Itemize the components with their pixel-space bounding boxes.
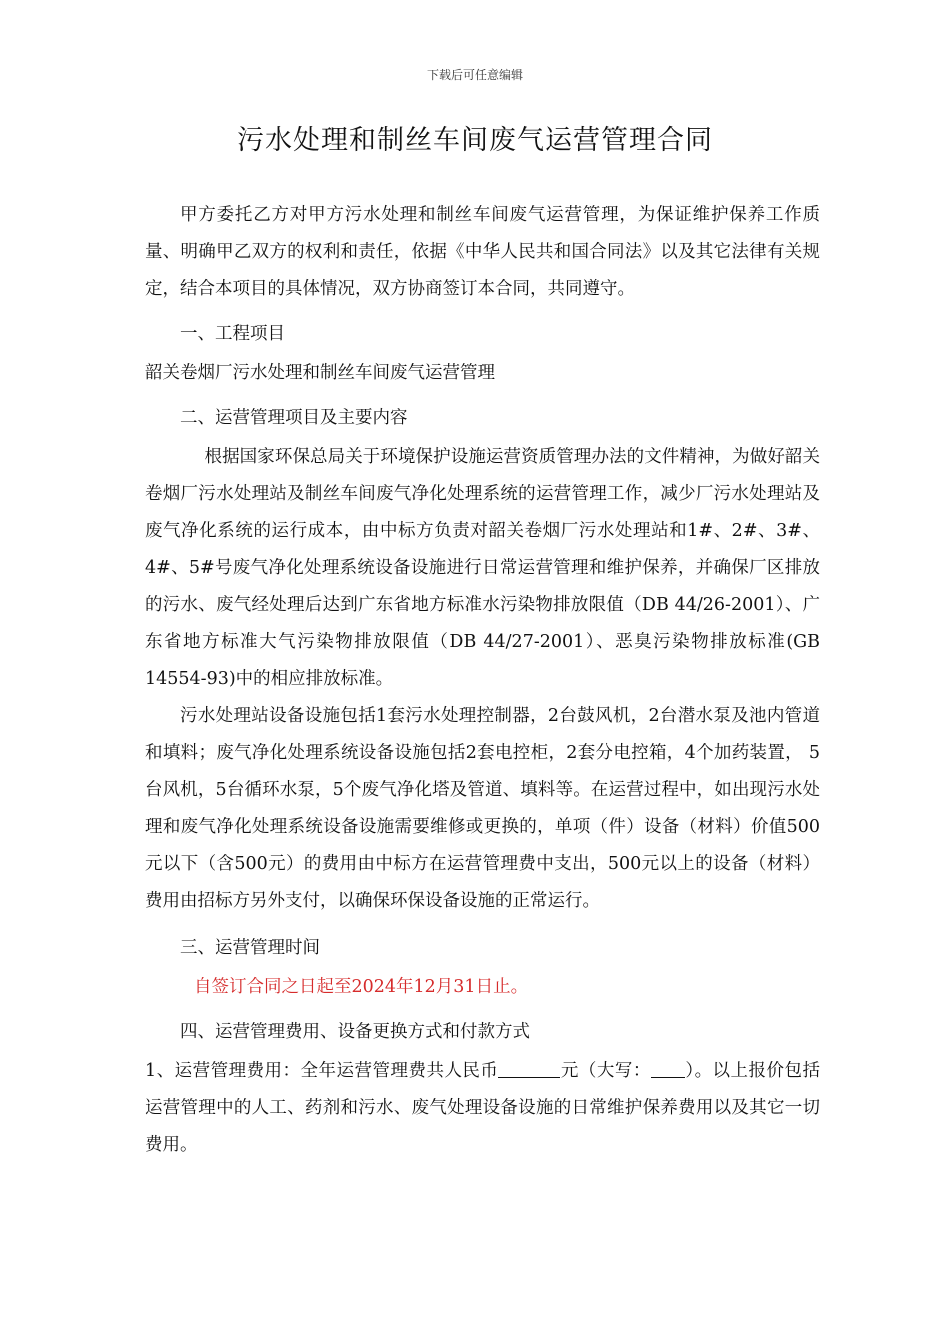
header-note: 下载后可任意编辑 bbox=[426, 68, 523, 82]
section4-heading: 四、运营管理费用、设备更换方式和付款方式 bbox=[180, 1022, 530, 1042]
intro-paragraph: 甲方委托乙方对甲方污水处理和制丝车间废气运营管理，为保证维护保养工作质量、明确甲乙双方的权利和责任，依据《中华人民共和国合同法》以及其它法律有关规定，结合本项目的具体情况，双方协商签订本合同，共同遵守。 bbox=[145, 205, 820, 299]
section4-item1 bbox=[145, 1053, 820, 1164]
section4-item1-middle: 元（大写： bbox=[560, 1061, 651, 1081]
amount-words-blank bbox=[651, 1060, 685, 1079]
section2-paragraph-1: 根据国家环保总局关于环境保护设施运营资质管理办法的文件精神，为做好韶关卷烟厂污水处理站及制丝车间废气净化处理系统的运营管理工作，减少厂污水处理站及废气净化系统的运行成本，由中标方负责对韶关卷烟厂污水处理站和1#、2#、3#、4#、5#号废气净化处理系统设备设施进行日常运营管理和维护保养，并确保厂区排放的污水、废气经处理后达到广东省地方标准水污染物排放限值（DB 44/26-2001）、广东省地方标准大气污染物排放限值（DB 44/27-2001）、恶臭污染物排放标准(GB 14554-93)中的相应排放标准。 bbox=[145, 447, 820, 689]
section2-heading: 二、运营管理项目及主要内容 bbox=[180, 408, 408, 428]
section3-body: 自签订合同之日起至2024年12月31日止。 bbox=[194, 977, 529, 997]
amount-blank bbox=[498, 1060, 560, 1079]
document-body bbox=[145, 197, 820, 1164]
section4-item1-prefix: 1、运营管理费用：全年运营管理费共人民币 bbox=[145, 1061, 499, 1081]
document-title: 污水处理和制丝车间废气运营管理合同 bbox=[237, 125, 713, 156]
section4-item1-suffix: ）。以上报价包括运营管理中的人工、药剂和污水、废气处理设备设施的日常维护保养费用以及其它一切费用。 bbox=[145, 1061, 821, 1155]
section3-heading: 三、运营管理时间 bbox=[180, 938, 320, 958]
section1-heading: 一、工程项目 bbox=[180, 324, 285, 344]
section2-paragraph-2: 污水处理站设备设施包括1套污水处理控制器，2台鼓风机，2台潜水泵及池内管道和填料；废气净化处理系统设备设施包括2套电控柜，2套分电控箱，4个加药装置， 5台风机，5台循环水泵，5个废气净化塔及管道、填料等。在运营过程中，如出现污水处理和废气净化处理系统设备设施需要维修或更换的，单项（件）设备（材料）价值500元以下（含500元）的费用由中标方在运营管理费中支出，500元以上的设备（材料）费用由招标方另外支付，以确保环保设备设施的正常运行。 bbox=[145, 706, 820, 911]
section1-body: 韶关卷烟厂污水处理和制丝车间废气运营管理 bbox=[145, 363, 495, 383]
